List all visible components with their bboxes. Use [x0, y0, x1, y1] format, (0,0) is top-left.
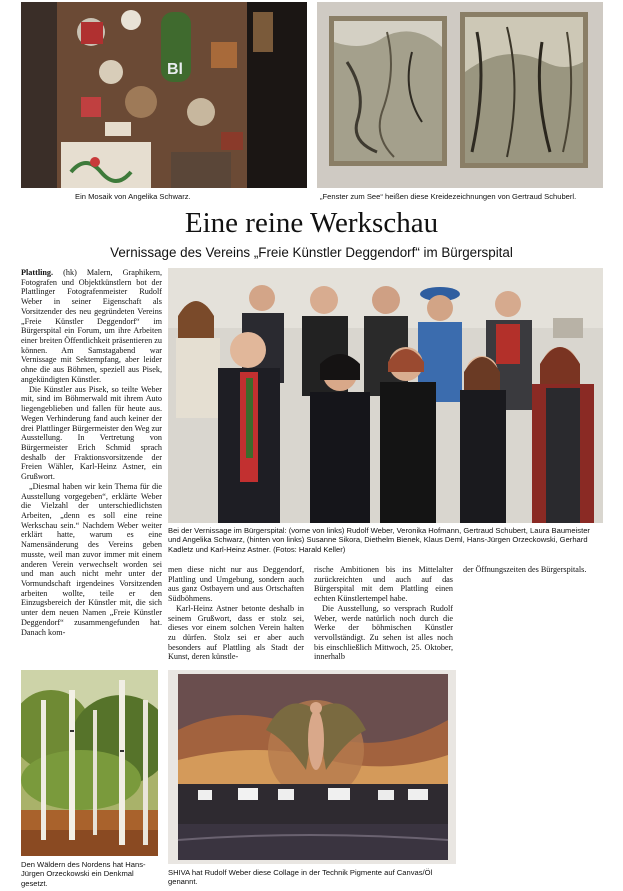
mosaic-caption: Ein Mosaik von Angelika Schwarz.: [75, 192, 191, 201]
group-photo: [168, 268, 603, 523]
paragraph: Karl-Heinz Astner betonte deshalb in seinem Grußwort, dass er stolz sei, dieses vor einem solchen Verein halten zu dürfen. Stolz sei er aber auch besonders auf Plattling als Stadt der Kunst, deren künstle-: [168, 603, 304, 662]
shiva-collage-photo: [168, 670, 456, 864]
chalk-drawings-photo: [317, 2, 603, 188]
paragraph: „Diesmal haben wir kein Thema für die Ausstellung vorgegeben“, erklärte Weber die Vielzahl der unterschiedlichsten Arbeiten, „denn es soll eine reine Werkschau sein.“ Nachdem Weber weiter erklärt hatte, warum es eine Namensänderung des Vereins geben musste, weil man zuvor immer mit einem anderen Verein verwechselt worden sei und man auch nicht mehr unter der Vormundschaft irgendeines Vorsitzenden arbeiten wollte, teile er den Einzugsbereich der Künstler mit, die sich unter dem neuen Namen „Freie Künstler Deggendorf“ zusammengefunden hat. Danach kom-: [21, 481, 162, 637]
forest-painting: [21, 670, 158, 856]
headline: Eine reine Werkschau: [184, 207, 439, 239]
dateline: Plattling.: [21, 268, 54, 277]
chalk-drawings-caption: „Fenster zum See“ heißen diese Kreidezeichnungen von Gertraud Schuberl.: [320, 192, 577, 201]
subheadline: Vernissage des Vereins „Freie Künstler Deggendorf“ im Bürgerspital: [110, 245, 513, 260]
article-column-4: [463, 565, 603, 575]
group-photo-caption: Bei der Vernissage im Bürgerspital: (vorne von links) Rudolf Weber, Veronika Hofmann, Gertraud Schubert, Laura Baumeister und Angelika Schwarz, (hinten von links) Susanne Sikora, Diethelm Bienek, Klaus Deml, Hans-Jürgen Orzeckowski, Gerhard Kadletz und Karl-Heinz Astner. (Fotos: Harald Keller): [168, 526, 590, 554]
article-column-2: [168, 565, 304, 662]
svg-text:Bl: Bl: [167, 61, 183, 78]
forest-painting-photo: [21, 670, 158, 856]
article-column-1: [21, 268, 162, 637]
paragraph: rische Ambitionen bis ins Mittelalter zurückreichten und auch auf das Bürgerspital mit dem Plattling einen echten Künstlertempel habe.: [314, 565, 453, 604]
paragraph: men diese nicht nur aus Deggendorf, Plattling und Umgebung, sondern auch aus ganz Ostbayern und aus Ortschaften Südböhmens.: [168, 565, 304, 604]
mosaic-artwork: [21, 2, 307, 188]
forest-painting-caption: Den Wäldern des Nordens hat Hans-Jürgen Orzeckowski ein Denkmal gesetzt.: [21, 860, 146, 888]
vernissage-group-picture: [168, 268, 603, 523]
paragraph: der Öffnungszeiten des Bürgerspitals.: [463, 565, 587, 574]
shiva-collage-caption: SHIVA hat Rudolf Weber diese Collage in der Technik Pigmente auf Canvas/Öl genannt.: [168, 868, 433, 887]
mosaic-photo: [21, 2, 307, 188]
article-column-3: [314, 565, 453, 662]
chalk-drawings-artwork: [317, 2, 603, 188]
paragraph: (hk) Malern, Graphikern, Fotografen und Objektkünstlern bot der Plattlinger Fotografenmeister Rudolf Weber in seiner Eigenschaft als Vorsitzender des neu gegründeten Vereins „Freie Künstler Deggendorf“ im Bürgerspital ein Forum, um ihre Arbeiten einer breiten Öffentlichkeit präsentieren zu können. Am Samstagabend war Vernissage mit Sektempfang, aber leider ohne die aus Böhmen, speziell aus Pisek, angekündigten Künstler.: [21, 268, 162, 384]
paragraph: Die Künstler aus Pisek, so teilte Weber mit, sind im Böhmerwald mit ihrem Auto liegengeblieben und fallen für heute aus. Wegen Verhinderung fand auch keiner der drei Plattlinger Bürgermeister den Weg zur Ausstellung. In Vertretung von Bürgermeister Erich Schmid sprach deshalb der Fraktionsvorsitzende der Freien Wähler, Karl-Heinz Astner, ein Grußwort.: [21, 384, 162, 482]
paragraph: Die Ausstellung, so versprach Rudolf Weber, werde natürlich noch durch die Werke der böhmischen Künstler vervollständigt. Zu sehen ist alles noch bis einschließlich Mittwoch, 25. Oktober, innerhalb: [314, 603, 453, 662]
shiva-collage: [168, 670, 456, 864]
